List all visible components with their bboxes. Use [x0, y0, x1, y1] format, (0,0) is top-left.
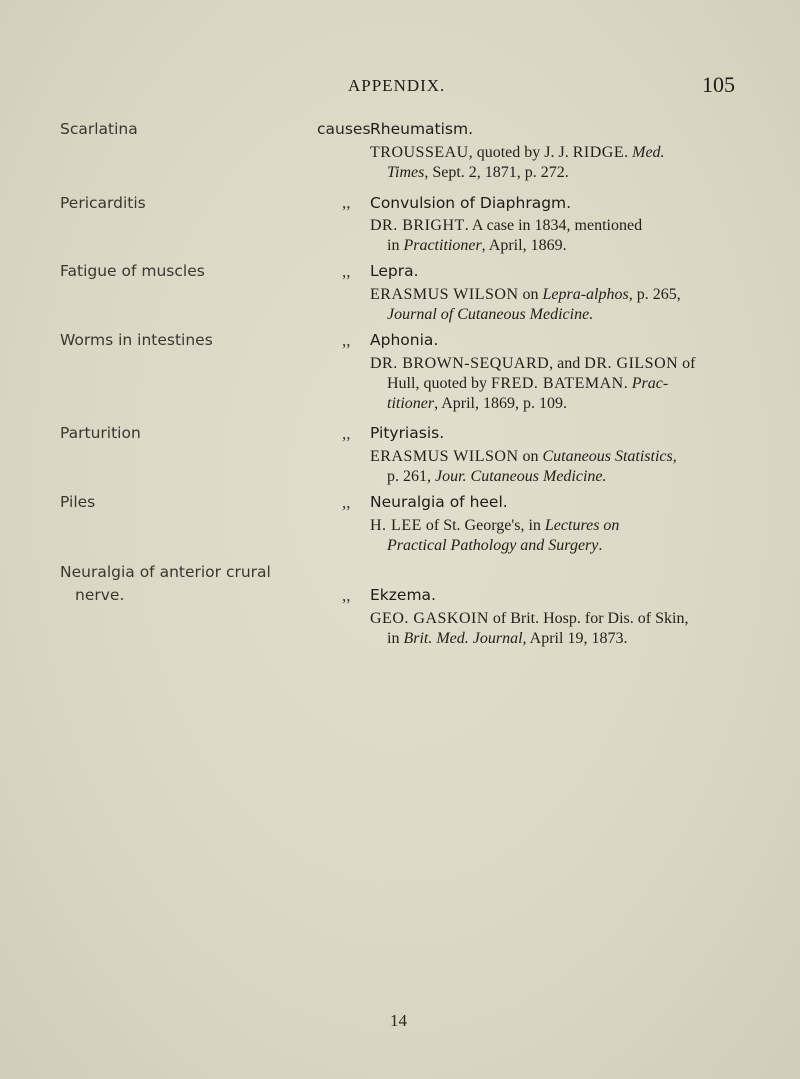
author-name: DR. BROWN-SEQUARD — [370, 355, 550, 372]
condition-neuralgia-crural: Neuralgia of anterior crural — [60, 563, 271, 581]
reference-bright: DR. BRIGHT. A case in 1834, mentioned in Practitioner, April, 1869. — [370, 217, 643, 254]
ditto-mark: ,, — [342, 424, 351, 443]
reference-trousseau: TROUSSEAU, quoted by J. J. RIDGE. Med. Times, Sept. 2, 1871, p. 272. — [370, 144, 665, 181]
author-name: ERASMUS WILSON — [370, 448, 519, 465]
reference-wilson-statistics: ERASMUS WILSON on Cutaneous Statistics, p. 261, Jour. Cutaneous Medicine. — [370, 448, 677, 485]
condition-scarlatina: Scarlatina — [60, 120, 138, 138]
condition-worms: Worms in intestines — [60, 331, 213, 349]
effect-rheumatism: Rheumatism. — [370, 120, 474, 138]
author-name: DR. GILSON — [584, 355, 679, 372]
running-title: APPENDIX. — [348, 76, 446, 95]
condition-parturition: Parturition — [60, 424, 141, 442]
effect-pityriasis: Pityriasis. — [370, 424, 445, 442]
ditto-mark: ,, — [342, 493, 351, 512]
page-header — [0, 72, 800, 100]
condition-fatigue: Fatigue of muscles — [60, 262, 205, 280]
reference-gaskoin: GEO. GASKOIN of Brit. Hosp. for Dis. of Skin, in Brit. Med. Journal, April 19, 1873. — [370, 610, 689, 647]
author-name: TROUSSEAU — [370, 144, 469, 161]
author-name: RIDGE — [572, 144, 625, 161]
author-name: FRED. BATEMAN — [491, 375, 624, 392]
condition-piles: Piles — [60, 493, 96, 511]
ditto-mark: ,, — [342, 193, 351, 212]
author-name: GEO. GASKOIN — [370, 610, 489, 627]
reference-brown-sequard: DR. BROWN-SEQUARD, and DR. GILSON of Hull, quoted by FRED. BATEMAN. Prac- titioner, April, 1869, p. 109. — [370, 355, 696, 412]
author-name: H. LEE — [370, 517, 422, 534]
condition-neuralgia-crural-cont: nerve. — [75, 586, 125, 604]
author-name: DR. BRIGHT — [370, 217, 465, 234]
effect-ekzema: Ekzema. — [370, 586, 436, 604]
author-name: ERASMUS WILSON — [370, 286, 519, 303]
ditto-mark: ,, — [342, 586, 351, 605]
condition-pericarditis: Pericarditis — [60, 194, 146, 212]
signature-mark: 14 — [390, 1011, 407, 1030]
effect-neuralgia-heel: Neuralgia of heel. — [370, 493, 508, 511]
page-number: 105 — [702, 72, 735, 97]
ditto-mark: ,, — [342, 331, 351, 350]
causes-label: causes — [317, 120, 371, 138]
effect-convulsion: Convulsion of Diaphragm. — [370, 194, 572, 212]
reference-wilson-lepra: ERASMUS WILSON on Lepra-alphos, p. 265, Journal of Cutaneous Medicine. — [370, 286, 681, 323]
reference-lee: H. LEE of St. George's, in Lectures on Practical Pathology and Surgery. — [370, 517, 620, 554]
effect-aphonia: Aphonia. — [370, 331, 439, 349]
effect-lepra: Lepra. — [370, 262, 419, 280]
ditto-mark: ,, — [342, 262, 351, 281]
